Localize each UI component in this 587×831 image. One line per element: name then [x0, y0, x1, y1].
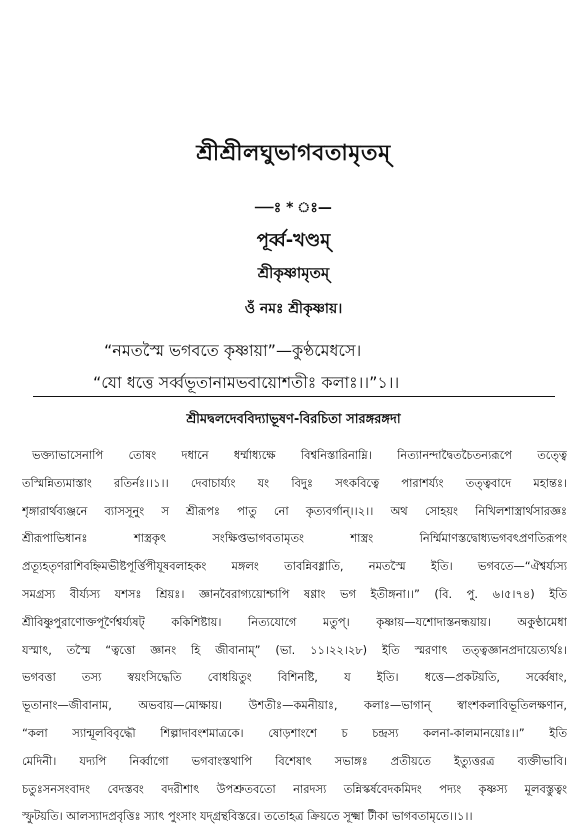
commentary-body: [22, 442, 567, 831]
invocation-line: ওঁ নমঃ শ্রীকৃষ্ণায়।: [244, 301, 343, 317]
commentary-line: চতুঃসনসংবাদং বেদস্তবং বদরীশাৎ উপশ্রুতবতো নারদস্য তন্নিস্কর্ষবেদকমিদং পদ্যং কৃষ্ণস্য মূলবস্তুত্বং: [22, 781, 567, 796]
page-title: শ্রীশ্রীলঘুভাগবতামৃতম্‌: [196, 141, 391, 166]
subsection-heading: শ্রীকৃষ্ণামৃতম্‌: [257, 264, 330, 282]
commentary-line: ভূতানাং—জীবানাম, অভবায়—মোক্ষায়। উশতীঃ—কমনীয়াঃ, কলাঃ—ভাগান্‌ স্বাংশকলাবিভূতিলক্ষণান,: [22, 698, 567, 713]
commentary-line: যস্মাৎ, তস্মৈ “ত্বত্তো জ্ঞানং হি জীবানাম্‌” (ভা. ১১।২২।২৮) ইতি স্মরণাৎ তত্ত্বজ্ঞানপ্রদায়েত্যর্থঃ।: [22, 642, 567, 657]
commentary-title: শ্রীমদ্বলদেববিদ্যাভূষণ-বিরচিতা সারঙ্গরঙ্গদা: [186, 412, 401, 427]
verse-line-1: “নমতস্মৈ ভগবতে কৃষ্ণায়া”—কুণ্ঠমেধসে।: [104, 341, 362, 360]
commentary-line: “কলা স্যান্মূলবিবৃদ্ধৌ শিল্পাদাবংশমাত্রকে। ষোড়শাংশে চ চন্দ্রস্য কলনা-কালমানয়োঃ।।” ইতি: [22, 725, 567, 740]
commentary-line: শ্রীরূপাভিধানঃ শাস্ত্রকৃৎ সংক্ষিপ্তভাগবতামৃতং শাস্ত্রং নির্ম্মিমাণস্তদ্বোধ্যভগবৎপ্রণতিরূপং: [22, 531, 567, 546]
commentary-line: সমগ্রস্য বীর্য্যস্য যশসঃ শ্রিয়ঃ। জ্ঞানবৈরাগ্যয়োশ্চাপি ষণ্ণাং ভগ ইতীঙ্গনা।।” (বি. পু. ৬।৫।৭৪) ইতি: [22, 586, 567, 601]
horizontal-rule: [33, 396, 555, 397]
commentary-line: স্ফুটয়তি। আলস্যাদপ্রবৃত্তিঃ স্যাৎ পুংসাং যদ্গ্রন্থবিস্তরে। ততোহত্র ক্রিয়তে সূক্ষ্মা টীকা ভাগবতামৃতে।।১।।: [22, 809, 473, 824]
commentary-line: ভক্ত্যাভাসেনাপি তোষং দধানে ধর্ম্মাধ্যক্ষে বিশ্বনিস্তারিনাম্নি। নিত্যানন্দাদ্বৈতচৈতন্যরূপে তত্ত্বে: [32, 448, 567, 462]
commentary-line: শ্রীবিষ্ণুপুরাণোক্তপূর্ণৈশ্বর্য্যষট্‌ ককিশিষ্টায়। নিত্যযোগে মতুপ্‌। কৃষ্ণায়—যশোদাস্তনন্ধয়ায়। অকুণ্ঠামেধা: [22, 614, 567, 629]
section-heading: পূর্ব্ব-খণ্ডম্‌: [256, 230, 331, 251]
commentary-line: ভগবত্তা তস্য স্বয়ংসিদ্ধেতি বোধয়িতুং বিশিনষ্টি, য ইতি। ধত্তে—প্রকটয়তি, সর্ব্বেষাং,: [22, 670, 567, 685]
commentary-line: মেদিনী। যদ্যপি নির্ব্বাগো ভগবাংস্তথাপি বিশেষাৎ সভাঙ্গঃ প্রতীয়তে ইত্যুত্তরত্র ব্যক্তীভাবি।: [22, 753, 567, 768]
ornamental-separator: —ঃ * ঃ—: [255, 200, 332, 216]
commentary-line: তস্মিন্নিত্যমাস্তাং রতির্নঃ।।১।। দেবাচার্য্যং যং বিদুঃ সৎকবিত্বে পারাশর্য্যং তত্ত্ববাদে মহান্তঃ।: [22, 475, 567, 490]
commentary-line: শৃঙ্গারার্থব্যঞ্জনে ব্যাসসূনুং স শ্রীরূপঃ পাতু নো কৃত্যবর্গান্‌।।২।। অথ সোহয়ং নিখিলশাস্ত্রার্থসারজ্ঞঃ: [22, 503, 567, 518]
commentary-line: প্রত্যূহতৃণরাশিবহ্নিমভীষ্টপূর্ত্তিপীযূষবলাহকং মঙ্গলং তাবন্নিবধ্নাতি, নমতস্মৈ ইতি। ভগবতে—“ঐশ্বর্য্যস্য: [22, 559, 567, 574]
verse-line-2: “যো ধত্তে সর্ব্বভূতানামভবায়োশতীঃ কলাঃ।।”১।।: [93, 373, 400, 392]
